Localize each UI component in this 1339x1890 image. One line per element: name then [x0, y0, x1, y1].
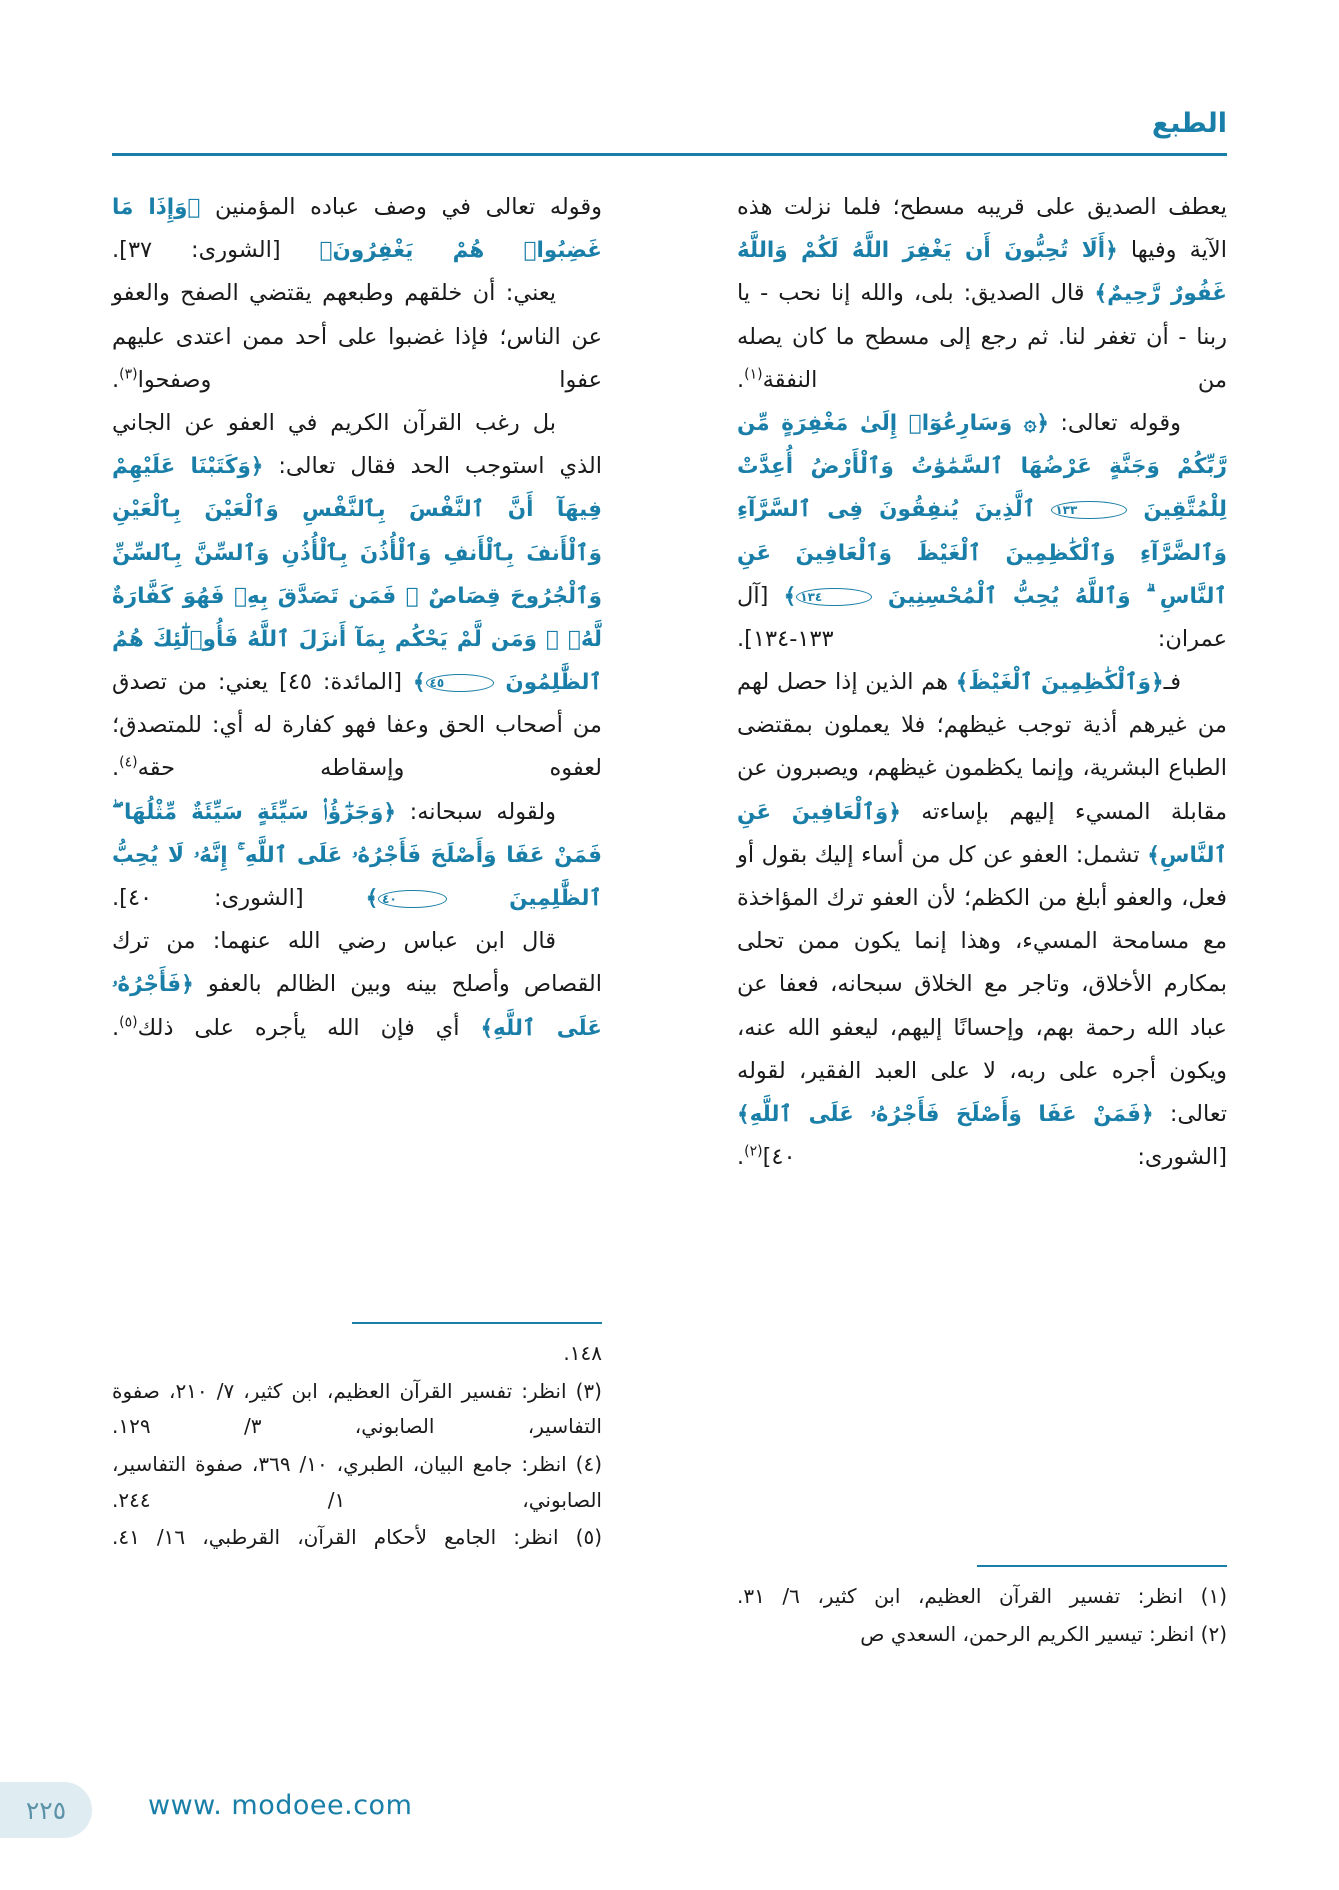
paragraph: يعطف الصديق على قريبه مسطح؛ فلما نزلت هذه الآية وفيها ﴿أَلَا تُحِبُّونَ أَن يَغْفِرَ اللَّهُ لَكُمْ وَاللَّهُ غَفُورٌ رَّحِيمٌ﴾ قال الصديق: بلى، والله إنا نحب - يا ربنا - أن تغفر لنا. ثم رجع إلى مسطح ما كان يصله من النفقة$^{(١)}$.: [737, 194, 1228, 393]
page-footer: [0, 1782, 1339, 1838]
site-url[interactable]: www. modoee.com: [148, 1790, 413, 1821]
text-column-left: [112, 186, 602, 1050]
page-number-badge: [0, 1782, 92, 1838]
footnote-divider: [977, 1565, 1227, 1567]
footnotes-right: [737, 1565, 1227, 1654]
page-number: ٢٢٥: [25, 1795, 67, 1825]
footnote-item: (١) انظر: تفسير القرآن العظيم، ابن كثير، ٦/ ٣١.: [737, 1584, 1227, 1609]
footnote-item: (٣) انظر: تفسير القرآن العظيم، ابن كثير، ٧/ ٢١٠، صفوة التفاسير، الصابوني، ٣/ ١٢٩.: [112, 1378, 602, 1439]
paragraph: فـ﴿وَٱلْكَٰظِمِينَ ٱلْغَيْظَ﴾ هم الذين إذا حصل لهم من غيرهم أذية توجب غيظهم؛ فلا يعملون بمقتضى الطباع البشرية، وإنما يكظمون غيظهم، ويصبرون عن مقابلة المسيء إليهم بإساءته ﴿وَٱلْعَافِينَ عَنِ ٱلنَّاسِ﴾ تشمل: العفو عن كل من أساء إليك بقول أو فعل، والعفو أبلغ من الكظم؛ لأن العفو ترك المؤاخذة مع مسامحة المسيء، وهذا إنما يكون ممن تحلى بمكارم الأخلاق، وتاجر مع الخلاق سبحانه، فعفا عن عباد الله رحمة بهم، وإحسانًا إليهم، ليعفو الله عنه، ويكون أجره على ربه، لا على العبد الفقير، لقوله تعالى: ﴿فَمَنْ عَفَا وَأَصْلَحَ فَأَجْرُهُۥ عَلَى ٱللَّهِ﴾ [الشورى: ٤٠]$^{(٢)}$.: [737, 669, 1227, 1171]
paragraph: وقوله تعالى: ﴿۞ وَسَارِعُوٓا۟ إِلَىٰ مَغْفِرَةٍ مِّن رَّبِّكُمْ وَجَنَّةٍ عَرْضُهَا ٱلسَّمَٰوَٰتُ وَٱلْأَرْضُ أُعِدَّتْ لِلْمُتَّقِينَ ١٣٣ ٱلَّذِينَ يُنفِقُونَ فِى ٱلسَّرَّآءِ وَٱلضَّرَّآءِ وَٱلْكَٰظِمِينَ ٱلْغَيْظَ وَٱلْعَافِينَ عَنِ ٱلنَّاسِ ۗ وَٱللَّهُ يُحِبُّ ٱلْمُحْسِنِينَ ١٣٤﴾ [آل عمران: ١٣٣-١٣٤].: [737, 409, 1227, 652]
footnote-item: (٢) انظر: تيسير الكريم الرحمن، السعدي ص: [860, 1621, 1227, 1646]
paragraph: بل رغب القرآن الكريم في العفو عن الجاني الذي استوجب الحد فقال تعالى: ﴿وَكَتَبْنَا عَلَيْهِمْ فِيهَآ أَنَّ ٱلنَّفْسَ بِٱلنَّفْسِ وَٱلْعَيْنَ بِٱلْعَيْنِ وَٱلْأَنفَ بِٱلْأَنفِ وَٱلْأُذُنَ بِٱلْأُذُنِ وَٱلسِّنَّ بِٱلسِّنِّ وَٱلْجُرُوحَ قِصَاصٌ ۚ فَمَن تَصَدَّقَ بِهِۦ فَهُوَ كَفَّارَةٌ لَّهُۥ ۚ وَمَن لَّمْ يَحْكُم بِمَآ أَنزَلَ ٱللَّهُ فَأُو۟لَٰٓئِكَ هُمُ ٱلظَّٰلِمُونَ ٤٥﴾ [المائدة: ٤٥] يعني: من تصدق من أصحاب الحق وعفا فهو كفارة له أي: للمتصدق؛ لعفوه وإسقاطه حقه$^{(٤)}$.: [112, 409, 602, 782]
header-title: الطبع: [1151, 108, 1227, 139]
footnote-item: (٥) انظر: الجامع لأحكام القرآن، القرطبي، ١٦/ ٤١.: [112, 1525, 602, 1550]
footnote-continuation: ١٤٨.: [563, 1341, 602, 1366]
header-divider: [112, 153, 1227, 156]
page-header: [112, 108, 1227, 154]
footnotes-left: [112, 1322, 602, 1558]
footnote-item: (٤) انظر: جامع البيان، الطبري، ١٠/ ٣٦٩، صفوة التفاسير، الصابوني، ١/ ٢٤٤.: [112, 1451, 602, 1512]
footnote-divider: [352, 1322, 602, 1324]
text-column-right: [737, 186, 1227, 1179]
paragraph: يعني: أن خلقهم وطبعهم يقتضي الصفح والعفو عن الناس؛ فإذا غضبوا على أحد ممن اعتدى عليهم عفوا وصفحوا$^{(٣)}$.: [112, 280, 602, 393]
paragraph: ولقوله سبحانه: ﴿وَجَزَٰٓؤُا۟ سَيِّئَةٍ سَيِّئَةٌ مِّثْلُهَا ۖ فَمَنْ عَفَا وَأَصْلَحَ فَأَجْرُهُۥ عَلَى ٱللَّهِ ۚ إِنَّهُۥ لَا يُحِبُّ ٱلظَّٰلِمِينَ ٤٠﴾ [الشورى: ٤٠].: [112, 798, 602, 911]
paragraph: وقوله تعالى في وصف عباده المؤمنين ﴿وَإِذَا مَا غَضِبُوا۟ هُمْ يَغْفِرُونَ﴾ [الشورى: ٣٧].: [112, 194, 602, 264]
paragraph: قال ابن عباس رضي الله عنهما: من ترك القصاص وأصلح بينه وبين الظالم بالعفو ﴿فَأَجْرُهُۥ عَلَى ٱللَّهِ﴾ أي فإن الله يأجره على ذلك$^{(٥)}$.: [112, 928, 602, 1041]
